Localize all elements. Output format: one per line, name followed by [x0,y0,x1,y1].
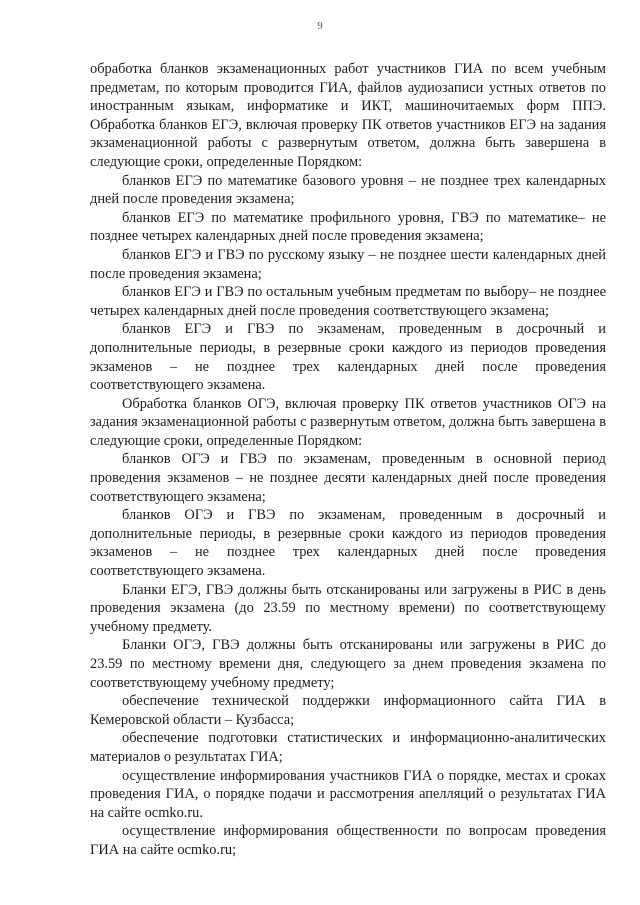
page-number: 9 [317,20,323,32]
paragraph: Бланки ЕГЭ, ГВЭ должны быть отсканированы или загружены в РИС в день проведения экзамена (до 23.59 по местному времени) по соответствующему учебному предмету. [90,581,606,635]
paragraph: обработка бланков экзаменационных работ участников ГИА по всем учебным предметам, по которым проводится ГИА, файлов аудиозаписи устных ответов по иностранным языкам, информатике и ИКТ, машиночитаемых форм ППЭ. Обработка бланков ЕГЭ, включая проверку ПК ответов участников ЕГЭ на задания экзаменационной работы с развернутым ответом, должна быть завершена в следующие сроки, определенные Порядком: [90,61,606,170]
paragraph: бланков ОГЭ и ГВЭ по экзаменам, проведенным в досрочный и дополнительные периоды, в резервные сроки каждого из периодов проведения экзаменов – не позднее трех календарных дней после проведения соответствующего экзамена. [90,507,606,580]
paragraph: обеспечение подготовки статистических и информационно-аналитических материалов о результатах ГИА; [90,730,606,765]
paragraph: осуществление информирования общественности по вопросам проведения ГИА на сайте ocmko.ru; [90,823,606,858]
paragraph: бланков ЕГЭ по математике базового уровня – не позднее трех календарных дней после проведения экзамена; [90,172,606,208]
paragraph: бланков ЕГЭ и ГВЭ по русскому языку – не позднее шести календарных дней после проведения экзамена; [90,246,606,282]
paragraph: осуществление информирования участников ГИА о порядке, местах и сроках проведения ГИА, о порядке подачи и рассмотрения апелляций о результатах ГИА на сайте ocmko.ru. [90,767,606,821]
document-body [90,60,606,860]
paragraph: бланков ЕГЭ и ГВЭ по экзаменам, проведенным в досрочный и дополнительные периоды, в резервные сроки каждого из периодов проведения экзаменов – не позднее трех календарных дней после проведения соответствующего экзамена. [90,321,606,394]
paragraph: Бланки ОГЭ, ГВЭ должны быть отсканированы или загружены в РИС до 23.59 по местному времени дня, следующего за днем проведения экзамена по соответствующему учебному предмету; [90,637,606,691]
paragraph: бланков ЕГЭ и ГВЭ по остальным учебным предметам по выбору– не позднее четырех календарных дней после проведения соответствующего экзамена; [90,284,606,319]
paragraph: Обработка бланков ОГЭ, включая проверку ПК ответов участников ОГЭ на задания экзаменационной работы с развернутым ответом, должна быть завершена в следующие сроки, определенные Порядком: [90,395,606,449]
paragraph: бланков ОГЭ и ГВЭ по экзаменам, проведенным в основной период проведения экзаменов – не позднее десяти календарных дней после проведения соответствующего экзамена; [90,451,606,505]
paragraph: бланков ЕГЭ по математике профильного уровня, ГВЭ по математике– не позднее четырех календарных дней после проведения экзамена; [90,209,606,245]
paragraph: обеспечение технической поддержки информационного сайта ГИА в Кемеровской области – Кузбасса; [90,693,606,728]
